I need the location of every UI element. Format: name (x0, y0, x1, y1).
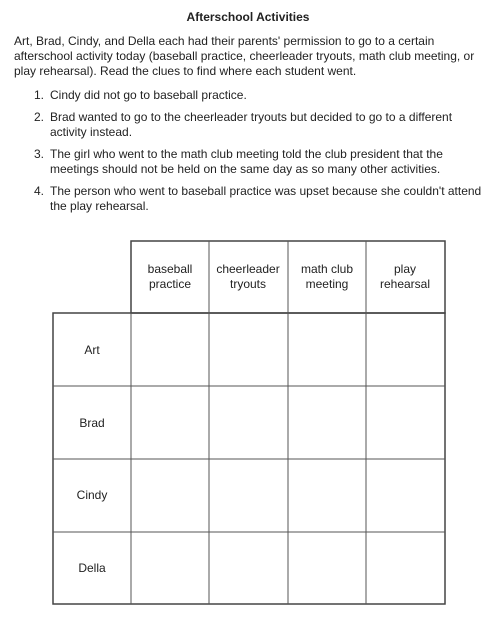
column-header-baseball (131, 262, 209, 292)
column-header-math-club (288, 262, 366, 292)
clue-text: The person who went to baseball practice was upset because she couldn't attend the play rehearsal. (50, 184, 482, 213)
column-header-cheerleader (209, 262, 287, 292)
clue-number: 4. (34, 184, 45, 198)
column-header-line: cheerleader (216, 262, 280, 276)
clue-number: 3. (34, 147, 45, 161)
clue-number: 2. (34, 110, 45, 124)
column-header-line: practice (148, 277, 192, 291)
intro-paragraph: Art, Brad, Cindy, and Della each had their parents' permission to go to a certain afterschool activity today (baseball practice, cheerleader tryouts, math club meeting, or play rehearsal). Read the clues to find where each student went. (14, 34, 475, 78)
clue-number: 1. (34, 88, 45, 102)
clue-text: Brad wanted to go to the cheerleader tryouts but decided to go to a different activity instead. (50, 110, 453, 139)
column-header-play (366, 262, 444, 292)
column-header-line: rehearsal (379, 277, 431, 291)
row-header-art: Art (84, 343, 100, 357)
column-header-line: math club (300, 262, 354, 276)
clue-text: Cindy did not go to baseball practice. (50, 88, 247, 102)
clue-text: The girl who went to the math club meeting told the club president that the meetings should not be held on the same day as so many other activities. (50, 147, 443, 176)
row-header-brad: Brad (79, 416, 105, 430)
row-header-della: Della (78, 561, 106, 575)
column-header-line: baseball (147, 262, 193, 276)
column-header-line: meeting (305, 277, 349, 291)
column-header-line: play (393, 262, 416, 276)
page-title: Afterschool Activities (186, 10, 310, 24)
row-header-cindy: Cindy (76, 488, 108, 502)
column-header-line: tryouts (229, 277, 266, 291)
